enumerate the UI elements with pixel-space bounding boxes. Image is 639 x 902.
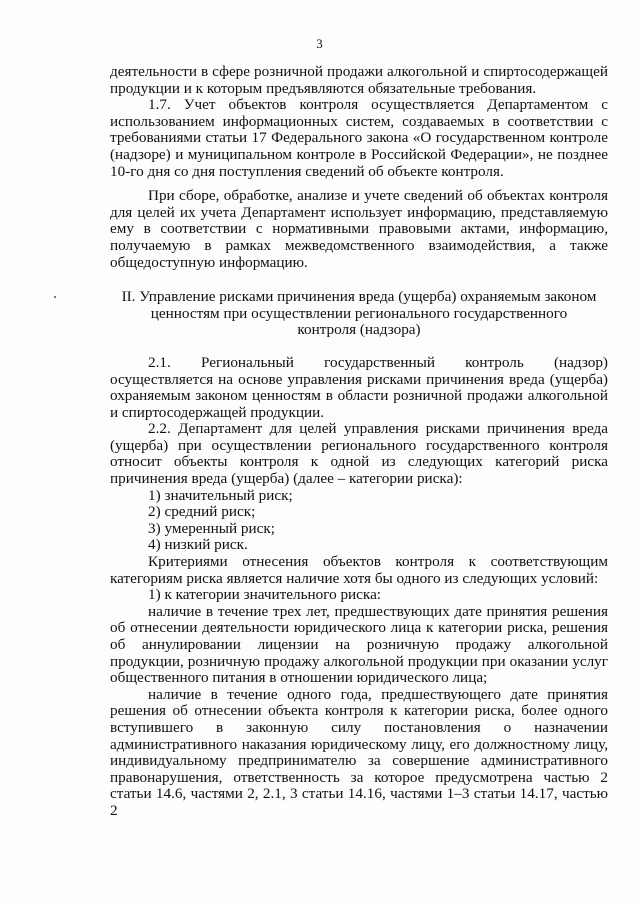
paragraph-continuation: деятельности в сфере розничной продажи алкогольной и спиртосодержащей продукции и к которым предъявляются обязательные требования.: [110, 63, 608, 97]
risk-list-item: 1) значительный риск;: [148, 486, 293, 504]
section-heading: II. Управление рисками причинения вреда (ущерба) охраняемым законом ценностям при осуществлении регионального государственного контроля (надзора): [121, 288, 597, 339]
paragraph-1-7: 1.7. Учет объектов контроля осуществляется Департаментом с использованием информационных систем, создаваемых в соответствии с требованиями статьи 17 Федерального закона «О государственном контроле (надзоре) и муниципальном контроле в Российской Федерации», не позднее 10-го дня со дня поступления сведений об объекте контроля.: [110, 96, 608, 180]
paragraph-significant-risk: 1) к категории значительного риска:: [148, 586, 382, 604]
paragraph-2-1: 2.1. Региональный государственный контроль (надзор) осуществляется на основе управления рисками причинения вреда (ущерба) охраняемым законом ценностям в области розничной продажи алкогольной и спиртосодержащей продукции.: [110, 353, 608, 421]
scan-mark: [54, 296, 56, 298]
risk-list-item: 2) средний риск;: [148, 503, 256, 521]
document-body: [110, 64, 608, 820]
paragraph-criteria: Критериями отнесения объектов контроля к соответствующим категориям риска является наличие хотя бы одного из следующих условий:: [110, 553, 608, 587]
paragraph-license-annulment: наличие в течение трех лет, предшествующих дате принятия решения об отнесении деятельности юридического лица к категории риска, решения об аннулировании лицензии на розничную продажу алкогольной продукции, розничную продажу алкогольной продукции при оказании услуг общественного питания в отношении юридического лица;: [110, 602, 608, 687]
paragraph-2-2: 2.2. Департамент для целей управления рисками причинения вреда (ущерба) при осуществлении регионального государственного контроля относит объекты контроля к одной из следующих категорий риска причинения вреда (ущерба) (далее – категории риска):: [110, 420, 608, 488]
page-number: 3: [316, 36, 323, 51]
paragraph-data-collection: При сборе, обработке, анализе и учете сведений об объектах контроля для целей их учета Департамент использует информацию, представляемую ему в соответствии с нормативными правовыми актами, информацию, получаемую в рамках межведомственного взаимодействия, а также общедоступную информацию.: [110, 187, 608, 271]
risk-list-item: 4) низкий риск.: [148, 536, 248, 554]
risk-list-item: 3) умеренный риск;: [148, 519, 275, 537]
paragraph-administrative-penalty: наличие в течение одного года, предшествующего дате принятия решения об отнесении объекта контроля к категории риска, более одного вступившего в законную силу постановления о назначении административного наказания юридическому лицу, его должностному лицу, индивидуальному предпринимателю за совершение административного правонарушения, ответственность за которое предусмотрена частью 2 статьи 14.6, частями 2, 2.1, 3 статьи 14.16, частями 1–3 статьи 14.17, частью 2: [110, 685, 608, 819]
